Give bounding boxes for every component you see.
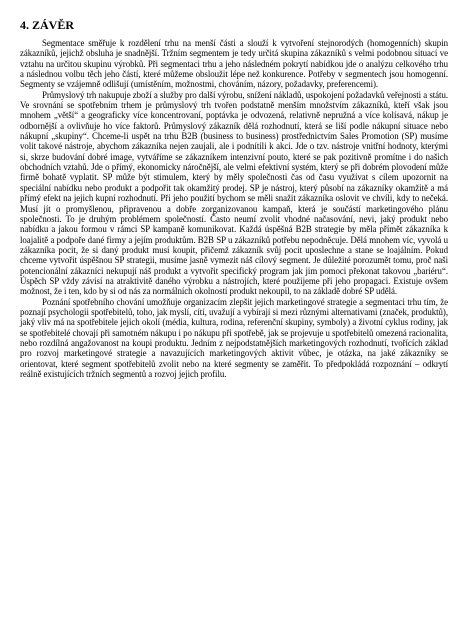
paragraph-consumer-behavior: Poznání spotřebního chování umožňuje organizacím zlepšit jejich marketingové strategie a segmentaci trhu tím, že poznají psychologii spotřebitelů, toho, jak myslí, cítí, uvažují a vybírají si mezi různými alternativami (značek, produktů), jaký vliv má na spotřebitele jejich okolí (média, kultura, rodina, referenční skupiny, symboly) a životní cyklus rodiny, jak se spotřebitelé chovají při samotném nákupu i po nákupu při spotřebě, jak se projevuje u spotřebitelů omezená racionalita, nebo rozdílná angažovanost na koupi produktu. Jedním z nejpodstatnějších marketingových rozhodnutí, tvořících základ pro rozvoj marketingové strategie a navazujících marketingových aktivit vůbec, je otázka, na jaké zákazníky se orientovat, které segment spotřebitelů zvolit nebo na které segmenty se zaměřit. To předpokládá rozpoznání – odkrytí reálně existujících tržních segmentů a rozvoj jejich profilu. [20,296,448,379]
document-page [20,18,448,379]
paragraph-industrial-market: Průmyslový trh nakupuje zboží a služby pro další výrobu, snížení nákladů, uspokojení požadavků veřejnosti a státu. Ve srovnání se spotřebním trhem je průmyslový trh tvořen podstatně menším množstvím zákazníků, kteří však jsou mnohem „větší“ a geograficky více koncentrovaní, poptávka je odvozená, relativně nepružná a více kolísavá, nákup je odbornější a ovlivňuje ho více faktorů. Průmyslový zákazník dělá rozhodnutí, která se liší podle nákupní situace nebo nákupní „skupiny“. Chceme-li uspět na trhu B2B (business to business) prostřednictvím Sales Promotion (SP) musíme volit takové nástroje, abychom zákazníka nejen zaujali, ale i podnítili k akci. Jde o tzv. nástroje vnitřní hodnoty, kterými si, skrze budování dobré image, vytváříme se zákazníkem intenzivní pouto, které se pak pozitivně promítne i do našich obchodních vztahů. Jde o přímý, ekonomicky náročnější, ale velmi efektivní systém, který se při dobrém plovodení může firmě bohatě vyplatit. SP může být stimulem, který by měly společnosti čas od času využívat s cílem upozornit na speciální nabídku nebo produkt a podpořit tak okamžitý prodej. SP je nástroj, který působí na zákazníky okamžitě a má přímý efekt na jejich kupní rozhodnutí. Při jeho použití bychom se měli snažit zákazníka oslovit ve chvíli, kdy to nečeká. Musí jít o promyšlenou, připravenou a dobře zorganizovanou kampaň, která je součástí marketingového plánu společnosti. To je druhým problémem společností. Často neumí zvolit vhodné načasování, nevi, jaký produkt nebo nabídku a jakou formou v rámci SP kampaně komunikovat. Každá úspěšná B2B strategie by měla přímět zákazníka k loajalitě a podpoře dané firmy a jejím produktům. B2B SP u zákazníků potřebu nepodněcuje. Dělá mnohem víc, vyvolá u zákazníka pocit, že si daný produkt musí koupit, přičemž zákazník svůj pocit uposlechne a stane se loajálním. Pokud chceme vytvořit úspěšnou SP strategii, musíme jasně vymezit náš cílový segment. Je důležité porozumět tomu, proč naši potencionální zákazníci nekupují náš produkt a vytvořit specifický program jak jim pomoci překonat takovou „bariéru“. Úspěch SP vždy závisí na atraktivitě daného výrobku a nástrojích, které použijeme při jeho propagaci. Existuje ovšem možnost, že i ten, kdo by si od nás za normálních okolností produkt nekoupil, to na základě dobré SP udělá. [20,89,448,297]
section-heading: 4. ZÁVĚR [20,18,75,32]
paragraph-segmentation: Segmentace směřuje k rozdělení trhu na menší části a slouží k vytvoření stejnorodých (homogenních) skupin zákazníků, jejichž obsluha je snadnější. Tržním segmentem je tedy určitá skupina zákazníků s velmi podobnou situací ve vztahu na určitou skupinu výrobků. Při segmentaci trhu a jeho následném pokrytí nabídkou jde o analýzu celkového trhu a následnou volbu těch jeho částí, které můžeme obsloužit lépe než konkurence. Potřeby v segmentech jsou homogenní. Segmenty se vzájemně odlišují (umístěním, možnostmi, chováním, názory, požadavky, preferencemi). [20,38,448,90]
